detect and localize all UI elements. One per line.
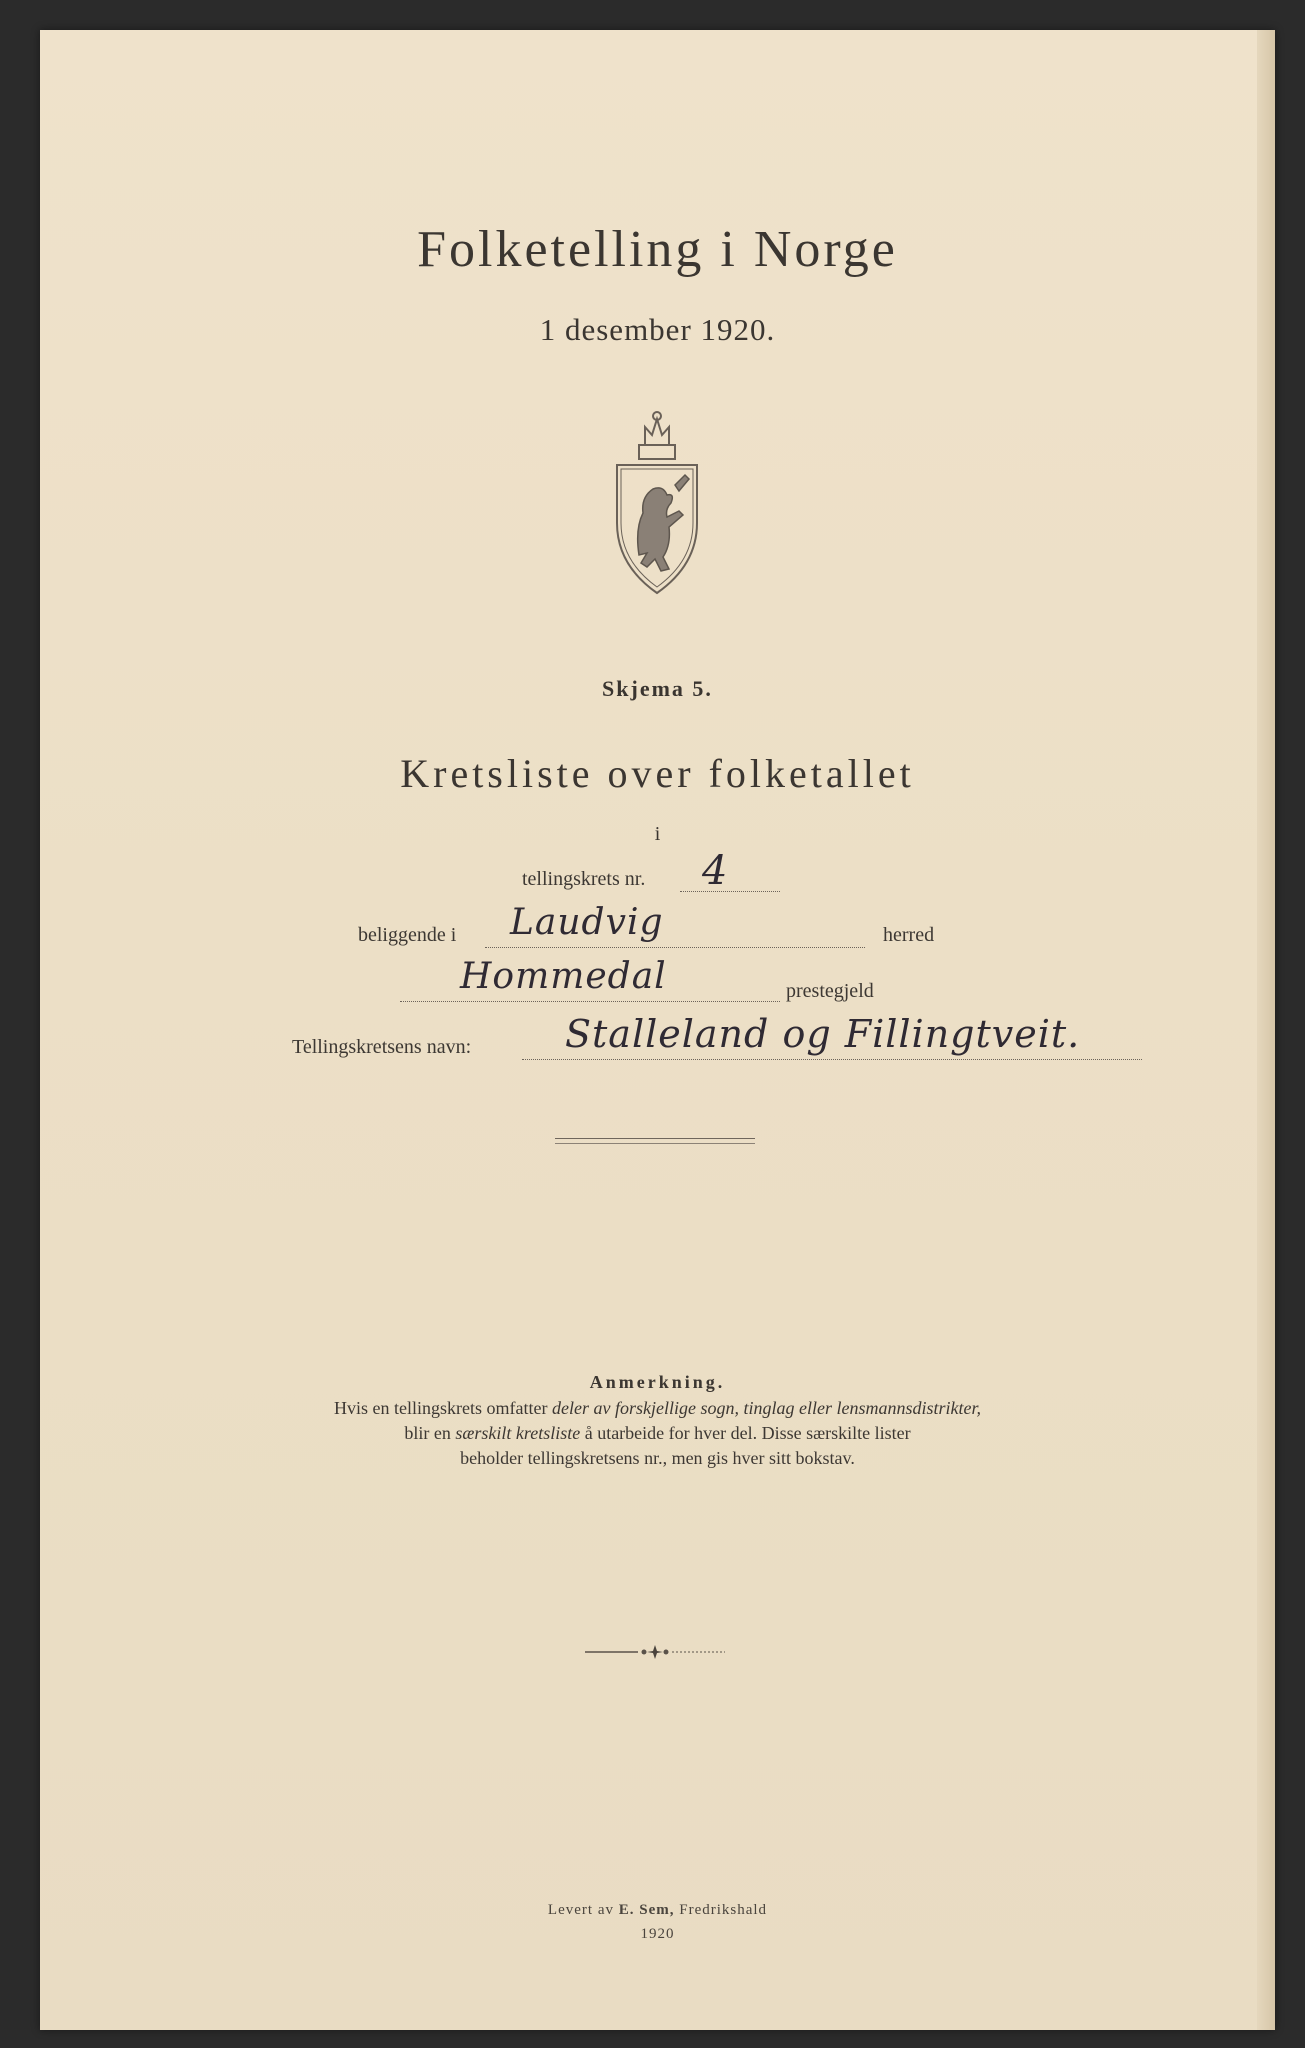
printer-credit-prefix: Levert av: [547, 1902, 619, 1918]
note-line-2: [190, 1421, 1125, 1446]
printer-location: Fredrikshald: [674, 1902, 768, 1918]
parish-line: [400, 1001, 780, 1002]
district-number-label: tellingskrets nr.: [522, 868, 646, 890]
printer-name: E. Sem,: [618, 1902, 675, 1918]
note-line-1-emphasis: deler av forskjellige sogn, tinglag eller lensmannsdistrikter,: [552, 1398, 981, 1418]
district-number-line: [680, 891, 780, 892]
located-in-value: Laudvig: [510, 902, 664, 943]
printer-credit: [40, 1902, 1275, 1919]
note-line-3: beholder tellingskretsens nr., men gis hver sitt bokstav.: [460, 1448, 855, 1468]
norwegian-coat-of-arms-icon: [605, 405, 710, 605]
census-form-page: [40, 30, 1275, 2030]
note-heading: Anmerkning.: [589, 1372, 726, 1392]
district-name-label: Tellingskretsens navn:: [292, 1036, 472, 1058]
census-date: 1 desember 1920.: [539, 312, 776, 347]
section-divider-secondary: [555, 1143, 755, 1144]
note-line-2-text: blir en: [404, 1423, 456, 1443]
note-line-2-rest: å utarbeide for hver del. Disse særskilte lister: [580, 1423, 911, 1443]
note-text: [190, 1396, 1125, 1471]
parish-value: Hommedal: [460, 956, 667, 997]
located-in-line: [485, 947, 865, 948]
note-line-1: [190, 1396, 1125, 1421]
printer-year: 1920: [640, 1926, 675, 1942]
district-name-value: Stalleland og Fillingtveit.: [565, 1012, 1081, 1056]
schema-number: Skjema 5.: [602, 676, 713, 701]
note-line-2-emphasis: særskilt kretsliste: [455, 1423, 581, 1443]
note-line-1-text: Hvis en tellingskrets omfatter: [334, 1398, 552, 1418]
district-name-line: [522, 1059, 1142, 1060]
section-divider: [555, 1138, 755, 1139]
ornament-divider-icon: [580, 1642, 730, 1662]
form-heading: Kretsliste over folketallet: [400, 751, 915, 796]
preposition-text: i: [654, 823, 661, 845]
document-title: Folketelling i Norge: [417, 221, 898, 278]
located-in-label: beliggende i: [358, 924, 457, 946]
parish-label: prestegjeld: [786, 980, 874, 1002]
district-number-value: 4: [702, 848, 729, 894]
herred-label: herred: [883, 924, 935, 946]
